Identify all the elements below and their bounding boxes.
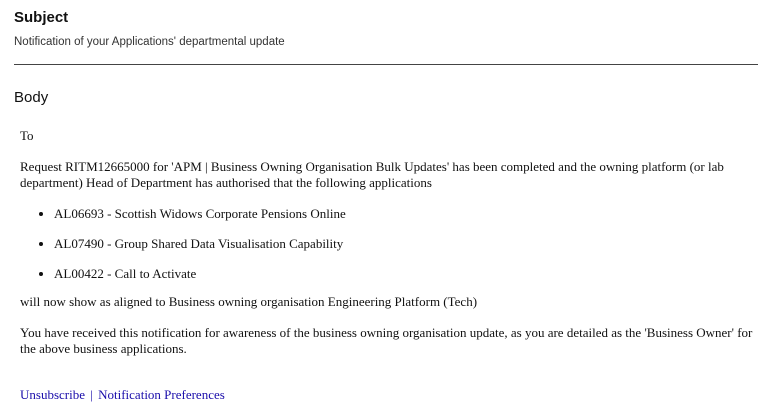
subject-heading: Subject (14, 9, 69, 26)
application-list (20, 206, 755, 283)
footer-links (20, 387, 225, 403)
list-item: • AL00422 - Call to Activate (54, 266, 755, 283)
body-heading: Body (14, 89, 49, 106)
email-paragraph-awareness: You have received this notification for awareness of the business owning organisation update, as you are detailed as the 'Business Owner' for the above business applications. (20, 324, 753, 356)
list-item: • AL07490 - Group Shared Data Visualisation Capability (54, 236, 755, 253)
unsubscribe-link[interactable]: Unsubscribe (20, 387, 85, 402)
list-item: • AL06693 - Scottish Widows Corporate Pensions Online (54, 206, 755, 223)
section-divider (14, 64, 758, 65)
subject-text: Notification of your Applications' departmental update (14, 36, 285, 48)
email-greeting: To (20, 128, 34, 143)
email-paragraph-request: Request RITM12665000 for 'APM | Business Owning Organisation Bulk Updates' has been completed and the owning platform (or lab department) Head of Department has authorised that the following applications (20, 158, 724, 190)
footer-separator: | (90, 387, 93, 402)
email-paragraph-alignment: will now show as aligned to Business owning organisation Engineering Platform (Tech) (20, 294, 478, 309)
email-body (20, 128, 755, 358)
notification-preferences-link[interactable]: Notification Preferences (98, 387, 225, 402)
